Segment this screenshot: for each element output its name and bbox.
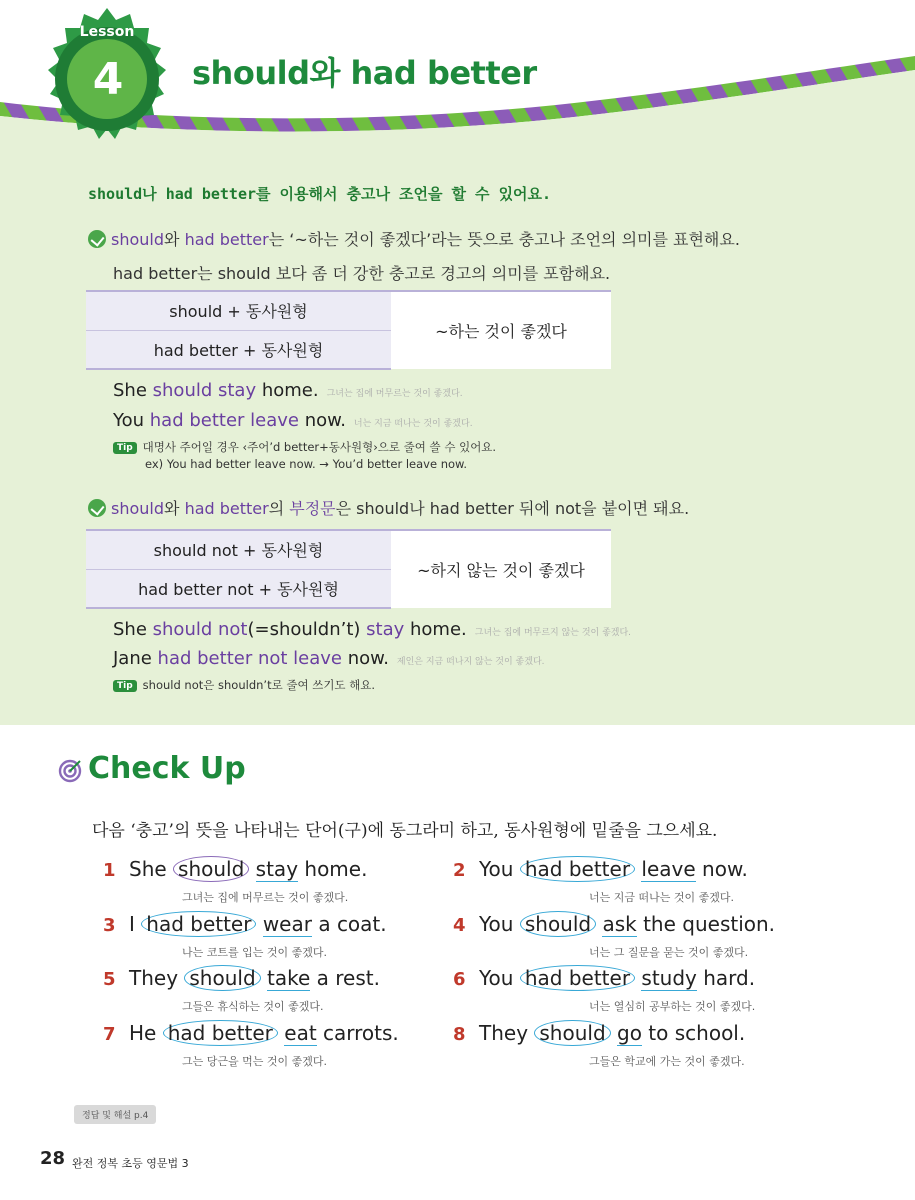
base-verb-underline[interactable]: study bbox=[641, 966, 697, 990]
item-text: hard. bbox=[696, 966, 756, 990]
item-text: She bbox=[129, 857, 174, 881]
base-verb-underline[interactable]: wear bbox=[262, 912, 312, 936]
item-text: a rest. bbox=[310, 966, 380, 990]
point-2-keyword-negative: 부정문 bbox=[289, 499, 336, 518]
base-verb-underline[interactable]: stay bbox=[255, 857, 299, 881]
advice-word-circle[interactable]: should bbox=[520, 911, 596, 937]
check-up-instruction: 다음 ‘충고’의 뜻을 나타내는 단어(구)에 동그라미 하고, 동사원형에 밑줄을 그으세요. bbox=[92, 821, 718, 841]
point-2 bbox=[88, 498, 689, 520]
exercise-item-3 bbox=[103, 912, 387, 936]
point-1-line-2: had better는 should 보다 좀 더 강한 충고로 경고의 의미를 포함해요. bbox=[113, 264, 611, 283]
example-4 bbox=[113, 648, 545, 669]
item-text: You bbox=[479, 857, 520, 881]
page-title: should와 had better bbox=[192, 54, 537, 92]
item-text: You bbox=[479, 966, 520, 990]
item-translation: 그는 당근을 먹는 것이 좋겠다. bbox=[182, 1055, 327, 1068]
example-text: home. bbox=[404, 619, 467, 640]
exercise-item-8 bbox=[453, 1021, 745, 1045]
point-2-text: 와 bbox=[164, 499, 185, 518]
check-up-title: Check Up bbox=[88, 751, 246, 786]
example-translation: 너는 지금 떠나는 것이 좋겠다. bbox=[353, 419, 473, 429]
point-1-keyword-had-better: had better bbox=[184, 230, 269, 249]
item-number: 7 bbox=[103, 1024, 116, 1045]
tip-2 bbox=[113, 677, 375, 693]
advice-word-circle[interactable]: should bbox=[184, 965, 260, 991]
tip-2-line-1: should not은 shouldn’t로 줄여 쓰기도 해요. bbox=[142, 678, 376, 692]
advice-word-circle[interactable]: had better bbox=[520, 856, 635, 882]
item-translation: 너는 열심히 공부하는 것이 좋겠다. bbox=[589, 1000, 756, 1013]
example-translation: 그녀는 집에 머무르는 것이 좋겠다. bbox=[326, 389, 463, 399]
base-verb-underline[interactable]: go bbox=[617, 1021, 642, 1045]
base-verb-underline[interactable]: take bbox=[267, 966, 311, 990]
example-translation: 제인은 지금 떠나지 않는 것이 좋겠다. bbox=[396, 657, 545, 667]
advice-word-circle[interactable]: had better bbox=[141, 911, 256, 937]
tip-1 bbox=[113, 439, 496, 455]
point-1-text: 는 ‘~하는 것이 좋겠다’라는 뜻으로 충고나 조언의 의미를 표현해요. bbox=[268, 230, 740, 249]
point-2-keyword-had-better: had better bbox=[184, 499, 269, 518]
point-2-text: 은 should나 had better 뒤에 not을 붙이면 돼요. bbox=[335, 499, 690, 518]
table-2-row-had-better-not: had better not + 동사원형 bbox=[86, 569, 391, 608]
table-1-meaning: ~하는 것이 좋겠다 bbox=[391, 291, 611, 369]
item-translation: 너는 그 질문을 묻는 것이 좋겠다. bbox=[589, 946, 749, 959]
item-text: the question. bbox=[636, 912, 776, 936]
base-verb-underline[interactable]: leave bbox=[641, 857, 696, 881]
item-number: 8 bbox=[453, 1024, 466, 1045]
advice-word-circle[interactable]: should bbox=[534, 1020, 610, 1046]
advice-word-circle[interactable]: had better bbox=[520, 965, 635, 991]
exercise-item-6 bbox=[453, 966, 755, 990]
item-translation: 그녀는 집에 머무르는 것이 좋겠다. bbox=[182, 891, 349, 904]
item-number: 5 bbox=[103, 969, 116, 990]
item-text: He bbox=[129, 1021, 163, 1045]
item-text: They bbox=[479, 1021, 535, 1045]
example-text: now. bbox=[341, 648, 389, 669]
example-highlight: had better leave bbox=[149, 410, 299, 431]
lesson-label: Lesson bbox=[79, 24, 135, 40]
example-highlight: should stay bbox=[152, 380, 257, 401]
advice-word-circle[interactable]: should bbox=[173, 856, 249, 882]
advice-word-circle[interactable]: had better bbox=[163, 1020, 278, 1046]
item-translation: 너는 지금 떠나는 것이 좋겠다. bbox=[589, 891, 734, 904]
book-title: 완전 정복 초등 영문법 3 bbox=[72, 1157, 189, 1170]
point-2-keyword-should: should bbox=[111, 499, 165, 518]
item-text: now. bbox=[695, 857, 748, 881]
exercise-item-1 bbox=[103, 857, 367, 881]
base-verb-underline[interactable]: ask bbox=[602, 912, 637, 936]
grammar-table-1 bbox=[86, 290, 611, 370]
intro-text: should나 had better를 이용해서 충고나 조언을 할 수 있어요. bbox=[88, 185, 552, 203]
example-highlight: had better not leave bbox=[157, 648, 342, 669]
example-text: home. bbox=[256, 380, 319, 401]
item-number: 4 bbox=[453, 915, 466, 936]
example-text: She bbox=[113, 380, 153, 401]
table-1-row-should: should + 동사원형 bbox=[86, 291, 391, 330]
tip-badge: Tip bbox=[113, 680, 137, 692]
table-2-meaning: ~하지 않는 것이 좋겠다 bbox=[391, 530, 611, 608]
example-2 bbox=[113, 410, 473, 431]
item-translation: 나는 코트를 입는 것이 좋겠다. bbox=[182, 946, 327, 959]
example-text: You bbox=[113, 410, 150, 431]
example-highlight: stay bbox=[366, 619, 405, 640]
example-3 bbox=[113, 619, 631, 640]
item-text: They bbox=[129, 966, 185, 990]
example-text: She bbox=[113, 619, 153, 640]
item-text: carrots. bbox=[316, 1021, 399, 1045]
example-highlight: should not bbox=[152, 619, 248, 640]
exercise-item-7 bbox=[103, 1021, 399, 1045]
pencil-icon bbox=[88, 499, 106, 517]
target-icon bbox=[58, 759, 82, 783]
tip-1-line-1: 대명사 주어일 경우 ‹주어’d better+동사원형›으로 줄여 쓸 수 있어요. bbox=[142, 440, 497, 454]
point-1-keyword-should: should bbox=[111, 230, 165, 249]
table-1-row-had-better: had better + 동사원형 bbox=[86, 330, 391, 369]
example-text: now. bbox=[298, 410, 346, 431]
table-2-row-should-not: should not + 동사원형 bbox=[86, 530, 391, 569]
pencil-icon bbox=[88, 230, 106, 248]
tip-1-line-2: ex) You had better leave now. → You’d better leave now. bbox=[145, 457, 468, 471]
exercise-item-4 bbox=[453, 912, 775, 936]
exercise-item-2 bbox=[453, 857, 748, 881]
tip-badge: Tip bbox=[113, 442, 137, 454]
example-translation: 그녀는 집에 머무르지 않는 것이 좋겠다. bbox=[474, 628, 632, 638]
item-translation: 그들은 휴식하는 것이 좋겠다. bbox=[182, 1000, 324, 1013]
example-1 bbox=[113, 380, 463, 401]
example-text: Jane bbox=[113, 648, 158, 669]
grammar-table-2 bbox=[86, 529, 611, 609]
item-text: a coat. bbox=[311, 912, 387, 936]
point-1-text: 와 bbox=[164, 230, 185, 249]
point-1 bbox=[88, 229, 740, 251]
item-number: 6 bbox=[453, 969, 466, 990]
answer-reference-badge: 정답 및 해설 p.4 bbox=[74, 1105, 156, 1124]
item-number: 3 bbox=[103, 915, 116, 936]
lesson-number: 4 bbox=[92, 54, 124, 105]
item-text: You bbox=[479, 912, 520, 936]
exercise-item-5 bbox=[103, 966, 380, 990]
item-translation: 그들은 학교에 가는 것이 좋겠다. bbox=[589, 1055, 745, 1068]
point-2-text: 의 bbox=[268, 499, 290, 518]
item-text: home. bbox=[298, 857, 368, 881]
example-text: (=shouldn’t) bbox=[247, 619, 367, 640]
base-verb-underline[interactable]: eat bbox=[284, 1021, 317, 1045]
item-text: to school. bbox=[641, 1021, 746, 1045]
page-number: 28 bbox=[40, 1148, 66, 1169]
item-number: 2 bbox=[453, 860, 466, 881]
item-text: I bbox=[129, 912, 142, 936]
item-number: 1 bbox=[103, 860, 116, 881]
